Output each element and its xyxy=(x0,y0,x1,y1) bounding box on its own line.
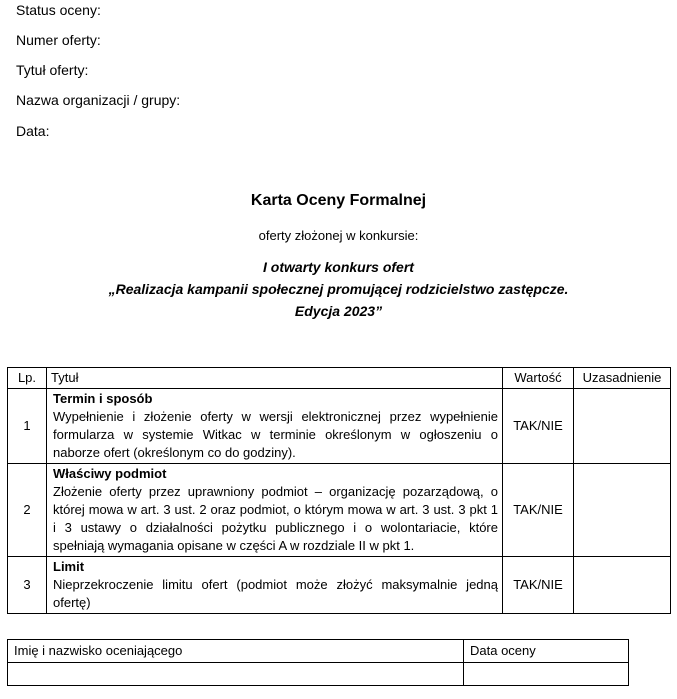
table-header-row xyxy=(8,640,629,663)
contest-line: „Realizacja kampanii społecznej promującej rodzicielstwo zastępcze. xyxy=(108,281,569,297)
contest-line: Edycja 2023” xyxy=(294,303,383,319)
organization-label: Nazwa organizacji / grupy: xyxy=(16,92,181,108)
criterion-text: Wypełnienie i złożenie oferty w wersji elektronicznej przez wypełnienie formularza w systemie Witkac w terminie określonym w ogłoszeniu o naborze ofert (określonym co do godziny). xyxy=(53,409,498,460)
justification-cell[interactable] xyxy=(574,389,671,464)
table-row xyxy=(8,557,671,614)
criteria-table xyxy=(7,367,671,614)
contest-line: I otwarty konkurs ofert xyxy=(263,259,414,275)
evaluator-table xyxy=(7,639,629,686)
table-row xyxy=(8,389,671,464)
evaluator-name-header: Imię i nazwisko oceniającego xyxy=(8,640,464,663)
criterion-description xyxy=(47,557,503,614)
table-row xyxy=(8,464,671,557)
offer-number-label: Numer oferty: xyxy=(16,32,101,48)
criterion-heading: Termin i sposób xyxy=(53,391,153,406)
offer-title-label: Tytuł oferty: xyxy=(16,62,89,78)
column-header-value: Wartość xyxy=(503,368,574,389)
row-number: 1 xyxy=(8,389,47,464)
column-header-lp: Lp. xyxy=(8,368,47,389)
page-subtitle: oferty złożonej w konkursie: xyxy=(258,228,419,243)
justification-cell[interactable] xyxy=(574,557,671,614)
contest-name xyxy=(0,256,677,322)
value-cell[interactable]: TAK/NIE xyxy=(503,464,574,557)
evaluation-date-header: Data oceny xyxy=(464,640,629,663)
table-header-row xyxy=(8,368,671,389)
column-header-title: Tytuł xyxy=(47,368,503,389)
evaluator-name-field[interactable] xyxy=(8,663,464,686)
criterion-heading: Limit xyxy=(53,559,85,574)
criterion-description xyxy=(47,389,503,464)
row-number: 2 xyxy=(8,464,47,557)
criterion-text: Nieprzekroczenie limitu ofert (podmiot może złożyć maksymalnie jedną ofertę) xyxy=(53,577,498,610)
column-header-justification: Uzasadnienie xyxy=(574,368,671,389)
criterion-description xyxy=(47,464,503,557)
justification-cell[interactable] xyxy=(574,464,671,557)
value-cell[interactable]: TAK/NIE xyxy=(503,389,574,464)
row-number: 3 xyxy=(8,557,47,614)
evaluation-date-field[interactable] xyxy=(464,663,629,686)
criterion-text: Złożenie oferty przez uprawniony podmiot – organizację pozarządową, o której mowa w art. 3 ust. 2 oraz podmiot, o którym mowa w art. 3 ust. 3 pkt 1 i 3 ustawy o działalności pożytku publicznego i o wolontariacie, które spełniają wymagania opisane w części A w rozdziale II w pkt 1. xyxy=(53,484,498,553)
page-title: Karta Oceny Formalnej xyxy=(250,192,427,209)
status-label: Status oceny: xyxy=(16,2,101,18)
table-row xyxy=(8,663,629,686)
criterion-heading: Właściwy podmiot xyxy=(53,466,167,481)
value-cell[interactable]: TAK/NIE xyxy=(503,557,574,614)
date-label: Data: xyxy=(16,123,50,139)
